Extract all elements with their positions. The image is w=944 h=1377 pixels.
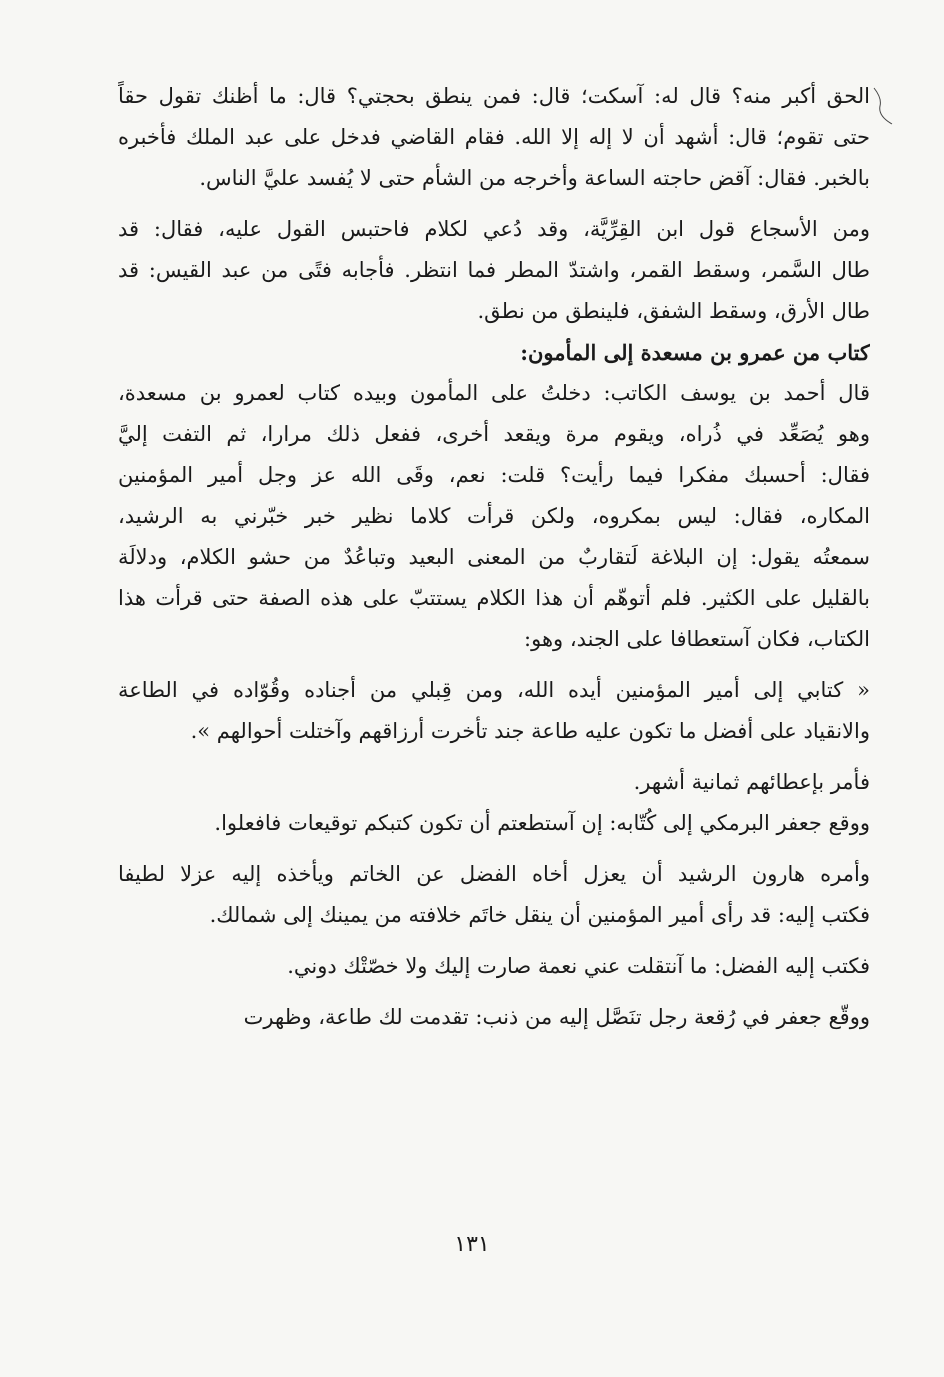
text-line: الحق أكبر منه؟ قال له: آسكت؛ قال: فمن ينطق بحجتي؟ قال: ما أظنك تقول حقاً xyxy=(118,84,870,108)
quoted-letter xyxy=(118,670,870,752)
text-line: فأمر بإعطائهم ثمانية أشهر. xyxy=(633,770,870,794)
section-heading: كتاب من عمرو بن مسعدة إلى المأمون: xyxy=(520,340,870,365)
text-line: ووقّع جعفر في رُقعة رجل تنَصَّل إليه من ذنب: تقدمت لك طاعة، وظهرت xyxy=(243,1005,870,1029)
paragraph xyxy=(118,854,870,936)
paragraph xyxy=(118,373,870,660)
text-line: بالخبر. فقال: آقض حاجته الساعة وأخرجه من الشأم حتى لا يُفسد عليَّ الناس. xyxy=(199,166,870,190)
text-line: بالقليل على الكثير. فلم أتوهّم أن هذا الكلام يستتبّ على هذه الصفة حتى قرأت هذا xyxy=(118,586,870,610)
text-line: سمعتُه يقول: إن البلاغة لَتقاربٌ من المعنى البعيد وتباعُدٌ من حشو الكلام، ودلالَة xyxy=(118,545,870,569)
text-line: طال الأرق، وسقط الشفق، فلينطق من نطق. xyxy=(477,299,870,323)
paragraph xyxy=(118,76,870,199)
page-number: ١٣١ xyxy=(454,1232,490,1257)
text-line: وأمره هارون الرشيد أن يعزل أخاه الفضل عن الخاتم ويأخذه إليه عزلا لطيفا xyxy=(118,862,870,886)
text-line: « كتابي إلى أمير المؤمنين أيده الله، ومن قِبلي من أجناده وقُوّاده في الطاعة xyxy=(118,678,870,702)
text-line: فكتب إليه الفضل: ما آنتقلت عني نعمة صارت إليك ولا خصّتْك دوني. xyxy=(287,954,870,978)
text-line: المكاره، فقال: ليس بمكروه، ولكن قرأت كلاما نظير خبر خبّرني به الرشيد، xyxy=(118,504,870,528)
text-line: فكتب إليه: قد رأى أمير المؤمنين أن ينقل خاتَم خلافته من يمينك إلى شمالك. xyxy=(209,903,870,927)
margin-mark xyxy=(872,86,896,126)
text-line: فقال: أحسبك مفكرا فيما رأيت؟ قلت: نعم، وقَى الله عز وجل أمير المؤمنين xyxy=(118,463,870,487)
text-line: ووقع جعفر البرمكي إلى كُتّابه: إن آستطعتم أن تكون كتبكم توقيعات فافعلوا. xyxy=(214,811,870,835)
text-line: حتى تقوم؛ قال: أشهد أن لا إله إلا الله. فقام القاضي فدخل على عبد الملك فأخبره xyxy=(118,125,870,149)
text-line: والانقياد على أفضل ما تكون عليه طاعة جند تأخرت أرزاقهم وآختلت أحوالهم ». xyxy=(190,719,870,743)
text-line: وهو يُصَعِّد في ذُراه، ويقوم مرة ويقعد أخرى، ففعل ذلك مرارا، ثم التفت إليَّ xyxy=(118,422,870,446)
text-line: الكتاب، فكان آستعطافا على الجند، وهو: xyxy=(524,627,870,651)
text-line: قال أحمد بن يوسف الكاتب: دخلتُ على المأمون وبيده كتاب لعمرو بن مسعدة، xyxy=(118,381,870,405)
page-body xyxy=(118,76,870,1038)
paragraph xyxy=(118,209,870,332)
text-line: طال السَّمر، وسقط القمر، واشتدّ المطر فما انتظر. فأجابه فتًى من عبد القيس: قد xyxy=(118,258,870,282)
text-line: ومن الأسجاع قول ابن القِرِّيَّة، وقد دُعي لكلام فاحتبس القول عليه، فقال: قد xyxy=(118,217,870,241)
